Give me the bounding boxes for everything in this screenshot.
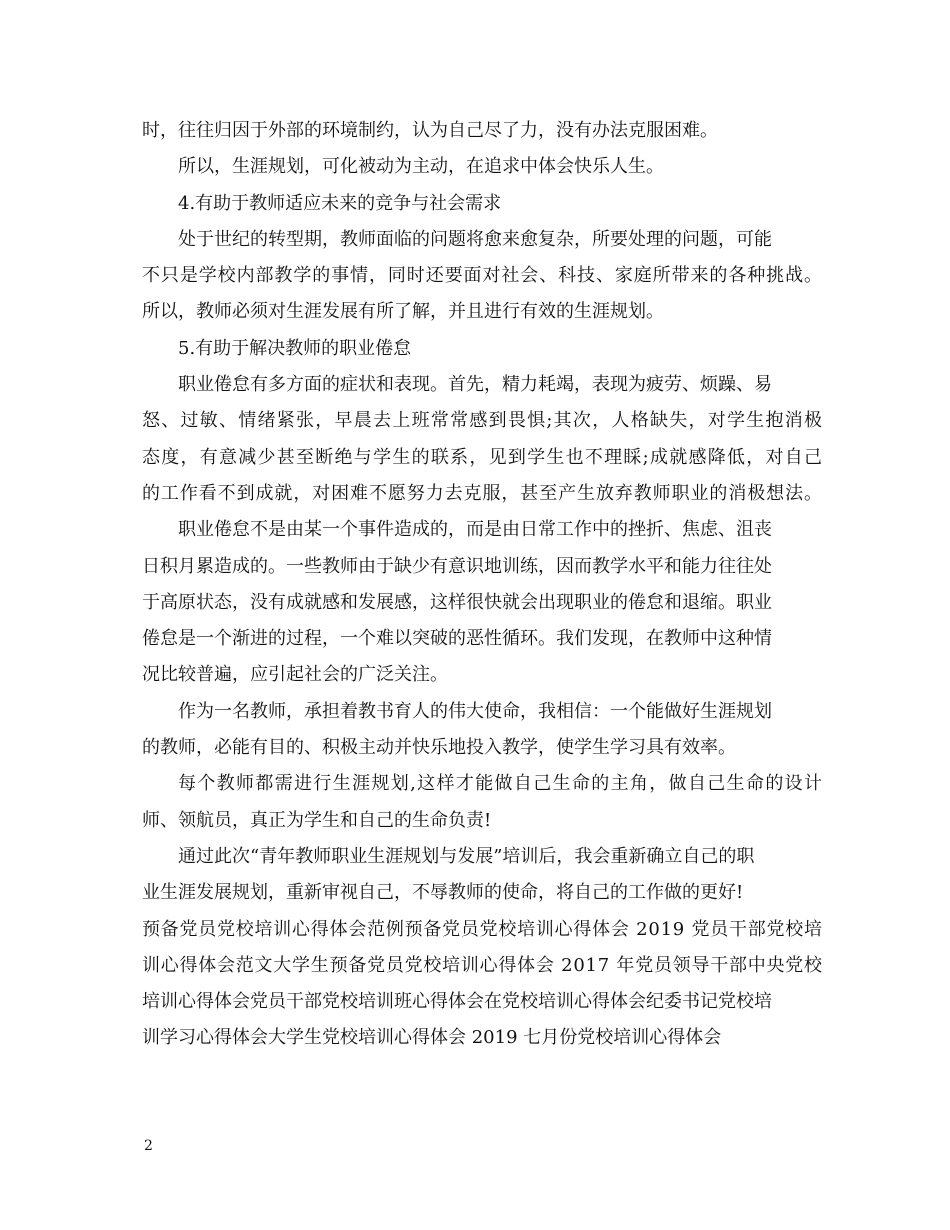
text-line: 训心得体会范文大学生预备党员党校培训心得体会 2017 年党员领导干部中央党校 — [142, 954, 823, 976]
text-line: 的工作看不到成就，对困难不愿努力去克服，甚至产生放弃教师职业的消极想法。 — [142, 482, 823, 504]
text-line: 的教师，必能有目的、积极主动并快乐地投入教学，使学生学习具有效率。 — [142, 737, 736, 759]
text-line: 通过此次“青年教师职业生涯规划与发展”培训后，我会重新确立自己的职 — [178, 845, 755, 867]
text-line: 作为一名教师，承担着教书育人的伟大使命，我相信：一个能做好生涯规划 — [178, 700, 772, 722]
text-line: 不只是学校内部教学的事情，同时还要面对社会、科技、家庭所带来的各种挑战。 — [142, 265, 823, 287]
text-line: 日积月累造成的。一些教师由于缺少有意识地训练，因而教学水平和能力往往处 — [142, 555, 772, 577]
text-line: 师、领航员，真正为学生和自己的生命负责! — [142, 809, 492, 831]
text-line: 倦怠是一个渐进的过程，一个难以突破的恶性循环。我们发现，在教师中这种情 — [142, 628, 772, 650]
text-line: 处于世纪的转型期，教师面临的问题将愈来愈复杂，所要处理的问题，可能 — [178, 228, 772, 250]
text-line: 态度，有意减少甚至断绝与学生的联系，见到学生也不理睬;成就感降低，对自己 — [142, 446, 824, 468]
text-line: 职业倦怠不是由某一个事件造成的，而是由日常工作中的挫折、焦虑、沮丧 — [178, 519, 772, 541]
text-line: 怒、过敏、情绪紧张，早晨去上班常常感到畏惧;其次，人格缺失，对学生抱消极 — [142, 410, 824, 432]
text-line: 时，往往归因于外部的环境制约，认为自己尽了力，没有办法克服困难。 — [142, 120, 718, 141]
text-line: 所以，生涯规划，可化被动为主动，在追求中体会快乐人生。 — [178, 156, 664, 178]
text-line: 训学习心得体会大学生党校培训心得体会 2019 七月份党校培训心得体会 — [142, 1027, 722, 1049]
text-line: 业生涯发展规划，重新审视自己，不辱教师的使命，将自己的工作做的更好! — [142, 882, 744, 904]
text-line: 所以，教师必须对生涯发展有所了解，并且进行有效的生涯规划。 — [142, 301, 664, 323]
text-line: 5.有助于解决教师的职业倦怠 — [178, 337, 412, 359]
text-line: 4.有助于教师适应未来的竞争与社会需求 — [178, 192, 502, 214]
text-line: 于高原状态，没有成就感和发展感，这样很快就会出现职业的倦怠和退缩。职业 — [142, 591, 772, 613]
body-text — [142, 113, 822, 1057]
text-line: 培训心得体会党员干部党校培训班心得体会在党校培训心得体会纪委书记党校培 — [142, 991, 772, 1013]
text-line: 预备党员党校培训心得体会范例预备党员党校培训心得体会 2019 党员干部党校培 — [142, 918, 823, 940]
page-number: 2 — [144, 1138, 153, 1154]
text-line: 职业倦怠有多方面的症状和表现。首先，精力耗竭，表现为疲劳、烦躁、易 — [178, 374, 772, 396]
text-line: 每个教师都需进行生涯规划,这样才能做自己生命的主角，做自己生命的设计 — [178, 773, 824, 795]
text-line: 况比较普遍，应引起社会的广泛关注。 — [142, 664, 448, 686]
